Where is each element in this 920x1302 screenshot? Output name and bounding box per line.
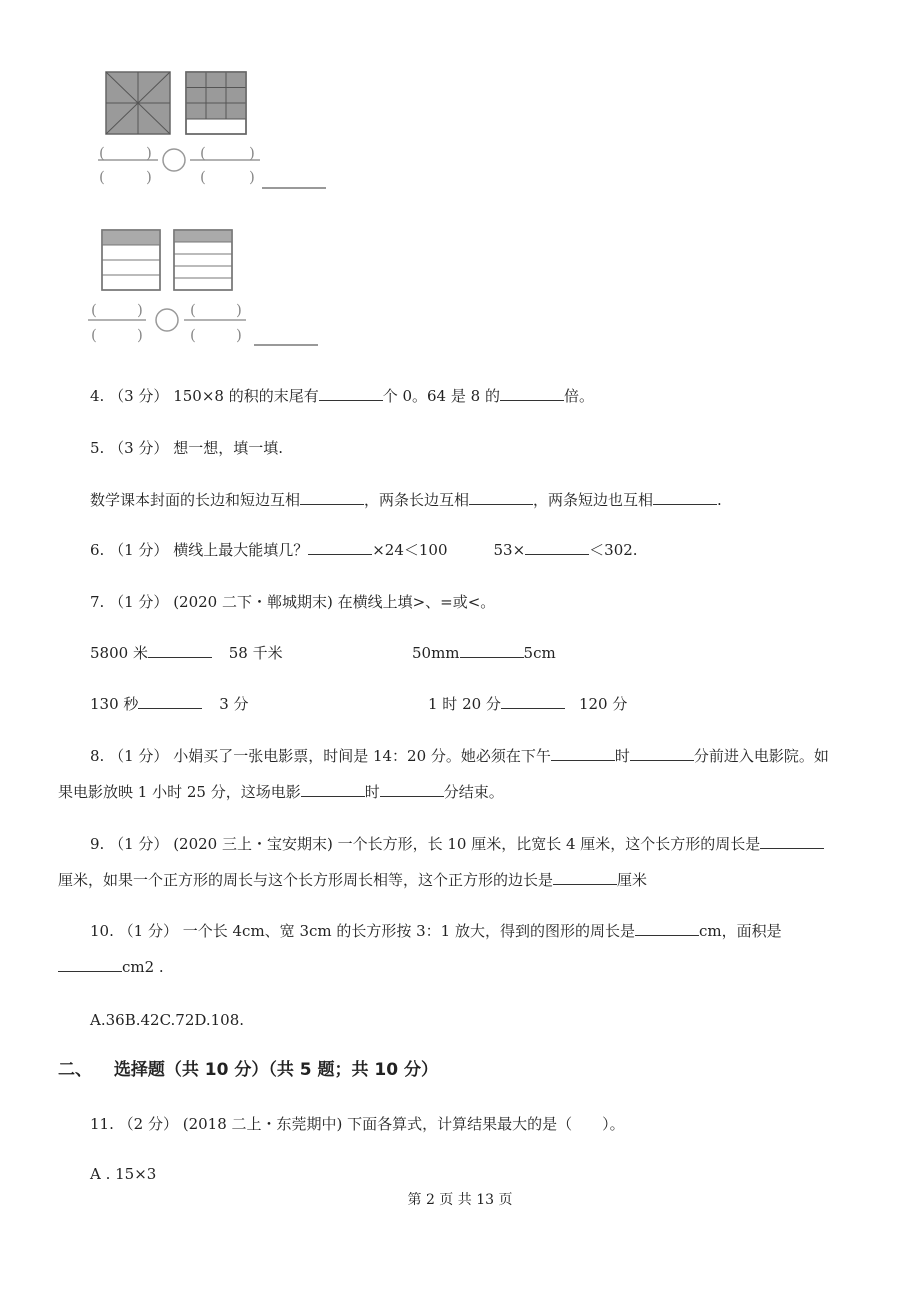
paren: (: [200, 168, 206, 186]
question-number: 6.: [90, 541, 105, 559]
paren: ): [146, 168, 152, 186]
answer-blank[interactable]: [138, 694, 202, 709]
paren: (: [91, 326, 97, 344]
question-score: （1 分）: [109, 541, 169, 559]
question-score: （1 分）: [118, 922, 178, 940]
paren: (: [91, 301, 97, 319]
paren: ): [249, 168, 255, 186]
question-number: 4.: [90, 387, 105, 405]
question-7: 7. （1 分） (2020 二下・郸城期末) 在横线上填>、=或<。: [90, 593, 496, 611]
question-6: 6. （1 分） 横线上最大能填几？ ×24＜100 53× ＜302.: [90, 541, 638, 559]
paren: (: [200, 144, 206, 162]
paren: (: [99, 144, 105, 162]
paren: (: [190, 301, 196, 319]
answer-blank[interactable]: [380, 782, 444, 797]
question-10-line-2: cm2 .: [58, 957, 164, 977]
page-footer: 第 2 页 共 13 页: [407, 1192, 513, 1208]
question-8-line-2: 果电影放映 1 小时 25 分，这场电影 时 分结束。: [58, 783, 504, 801]
question-score: （3 分）: [109, 439, 169, 457]
compare-circle: [156, 309, 178, 331]
question-8: 8. （1 分） 小娟买了一张电影票，时间是 14：20 分。她必须在下午 时 分前进入电影院。如: [90, 747, 829, 765]
question-number: 5.: [90, 439, 105, 457]
question-5-body: 数学课本封面的长边和短边互相 ，两条长边互相 ，两条短边也互相 .: [90, 491, 722, 509]
answer-blank[interactable]: [469, 490, 533, 505]
question-score: （1 分）: [109, 593, 169, 611]
question-number: 11.: [90, 1115, 114, 1133]
answer-blank[interactable]: [653, 490, 717, 505]
answer-blank[interactable]: [308, 540, 372, 555]
question-11-option-a[interactable]: A . 15×3: [90, 1165, 157, 1183]
question-7-row-2b: 1 时 20 分 120 分: [428, 695, 628, 713]
answer-blank[interactable]: [525, 540, 589, 555]
question-number: 8.: [90, 747, 105, 765]
question-score: （3 分）: [109, 387, 169, 405]
answer-blank[interactable]: [300, 490, 364, 505]
answer-blank[interactable]: [551, 746, 615, 761]
question-10-options: A.36B.42C.72D.108.: [90, 1011, 245, 1029]
answer-blank[interactable]: [553, 870, 617, 885]
answer-blank[interactable]: [500, 386, 564, 401]
compare-circle: [163, 149, 185, 171]
answer-blank[interactable]: [460, 643, 524, 658]
question-4: 4. （3 分） 150×8 的积的末尾有 个 0。64 是 8 的 倍。: [90, 387, 594, 405]
paren: ): [236, 301, 242, 319]
section-heading: 二、 选择题（共 10 分）（共 5 题；共 10 分）: [58, 1060, 438, 1080]
answer-blank[interactable]: [58, 957, 122, 972]
question-9: 9. （1 分） (2020 三上・宝安期末) 一个长方形，长 10 厘米，比宽长 4 厘米，这个长方形的周长是: [90, 834, 824, 854]
answer-blank[interactable]: [760, 834, 824, 849]
paren: (: [99, 168, 105, 186]
answer-blank[interactable]: [301, 782, 365, 797]
answer-blank[interactable]: [501, 694, 565, 709]
question-number: 7.: [90, 593, 105, 611]
question-10: 10. （1 分） 一个长 4cm、宽 3cm 的长方形按 3：1 放大，得到的图形的周长是 cm，面积是: [90, 922, 782, 940]
question-score: （1 分）: [109, 747, 169, 765]
answer-blank[interactable]: [319, 386, 383, 401]
question-number: 9.: [90, 835, 105, 853]
question-score: （2 分）: [118, 1115, 178, 1133]
answer-blank[interactable]: [635, 921, 699, 936]
paren: ): [236, 326, 242, 344]
answer-blank[interactable]: [630, 746, 694, 761]
question-7-row-1b: 50mm 5cm: [412, 644, 556, 662]
paren: ): [146, 144, 152, 162]
answer-blank[interactable]: [148, 643, 212, 658]
question-7-row-2: 130 秒 3 分: [90, 695, 249, 713]
paren: ): [137, 301, 143, 319]
fraction-figure-1: [90, 64, 340, 194]
fraction-figure-2: [80, 224, 330, 354]
question-score: （1 分）: [109, 835, 169, 853]
question-11: 11. （2 分） (2018 二上・东莞期中) 下面各算式，计算结果最大的是（ ）。: [90, 1115, 625, 1133]
paren: (: [190, 326, 196, 344]
question-5: 5. （3 分） 想一想，填一填.: [90, 439, 283, 457]
paren: ): [137, 326, 143, 344]
question-7-row-1: 5800 米 58 千米: [90, 644, 283, 662]
question-9-line-2: 厘米，如果一个正方形的周长与这个长方形周长相等，这个正方形的边长是 厘米: [58, 871, 648, 889]
question-number: 10.: [90, 922, 114, 940]
paren: ): [249, 144, 255, 162]
